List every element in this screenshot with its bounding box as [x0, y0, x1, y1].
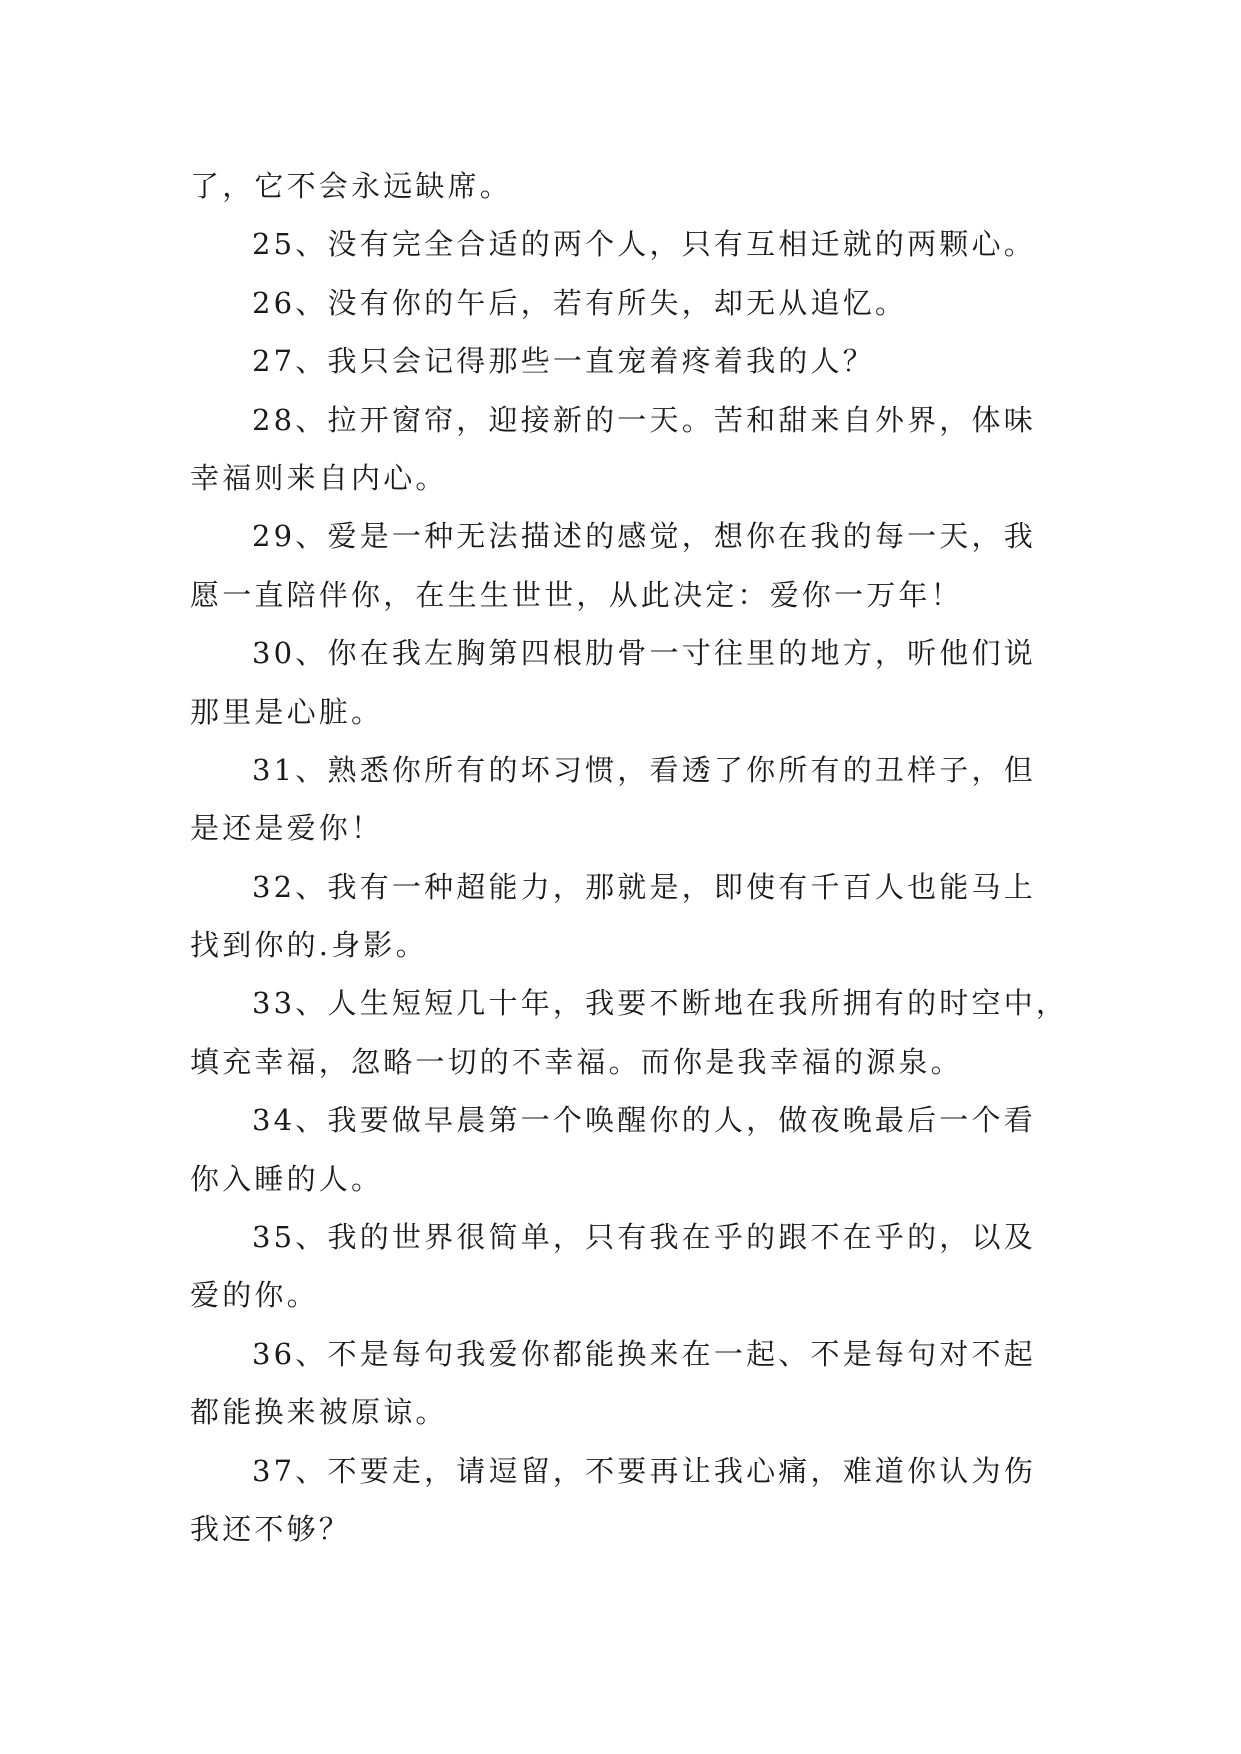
text-line: 27、我只会记得那些一直宠着疼着我的人？ — [252, 344, 875, 379]
text-line: 32、我有一种超能力，那就是，即使有千百人也能马上 — [252, 869, 1036, 904]
text-line: 了，它不会永远缺席。 — [190, 169, 513, 203]
text-line: 填充幸福，忽略一切的不幸福。而你是我幸福的源泉。 — [190, 1044, 963, 1079]
text-line: 31、熟悉你所有的坏习惯，看透了你所有的丑样子，但 — [252, 752, 1036, 787]
text-line: 26、没有你的午后，若有所失，却无从追忆。 — [252, 285, 908, 320]
text-line: 37、不要走，请逗留，不要再让我心痛，难道你认为伤 — [252, 1453, 1036, 1488]
text-line: 30、你在我左胸第四根肋骨一寸往里的地方，听他们说 — [252, 636, 1036, 671]
text-line: 35、我的世界很简单，只有我在乎的跟不在乎的，以及 — [252, 1220, 1036, 1255]
text-line: 33、人生短短几十年，我要不断地在我所拥有的时空中， — [252, 986, 1069, 1021]
text-line: 愿一直陪伴你，在生生世世，从此决定：爱你一万年！ — [190, 577, 963, 612]
text-line: 34、我要做早晨第一个唤醒你的人，做夜晚最后一个看 — [252, 1103, 1036, 1138]
text-line: 36、不是每句我爱你都能换来在一起、不是每句对不起 — [252, 1336, 1036, 1371]
text-line: 我还不够？ — [190, 1511, 352, 1546]
text-line: 那里是心脏。 — [190, 694, 384, 729]
text-line: 幸福则来自内心。 — [190, 460, 448, 495]
text-line: 是还是爱你！ — [190, 811, 384, 846]
text-line: 你入睡的人。 — [190, 1161, 384, 1196]
text-line: 29、爱是一种无法描述的感觉，想你在我的每一天，我 — [252, 519, 1036, 554]
text-line: 都能换来被原谅。 — [190, 1395, 448, 1430]
text-line: 25、没有完全合适的两个人，只有互相迁就的两颗心。 — [252, 227, 1036, 262]
document-body — [190, 157, 1069, 1558]
text-line: 28、拉开窗帘，迎接新的一天。苦和甜来自外界，体味 — [252, 402, 1036, 437]
text-line: 找到你的.身影。 — [190, 928, 428, 963]
text-line: 爱的你。 — [190, 1278, 319, 1313]
